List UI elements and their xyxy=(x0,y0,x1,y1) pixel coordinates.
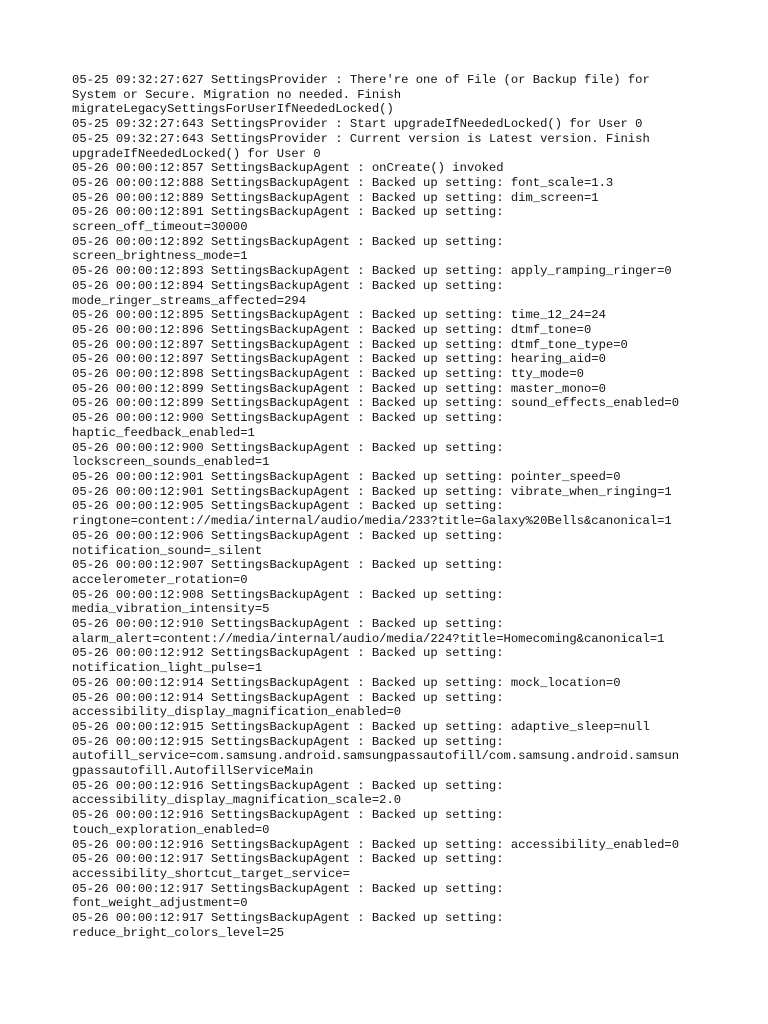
log-line: 05-26 00:00:12:897 SettingsBackupAgent : Backed up setting: hearing_aid=0 xyxy=(72,352,606,367)
log-line: 05-25 09:32:27:643 SettingsProvider : Current version is Latest version. Finish xyxy=(72,131,650,146)
log-line: touch_exploration_enabled=0 xyxy=(72,822,270,837)
log-line: font_weight_adjustment=0 xyxy=(72,896,248,911)
log-line: 05-26 00:00:12:916 SettingsBackupAgent : Backed up setting: xyxy=(72,778,504,793)
log-line: alarm_alert=content://media/internal/audio/media/224?title=Homecoming&canonical=1 xyxy=(72,631,665,646)
log-line: 05-26 00:00:12:917 SettingsBackupAgent : Backed up setting: xyxy=(72,881,504,896)
log-line: screen_off_timeout=30000 xyxy=(72,220,248,235)
log-line: 05-26 00:00:12:901 SettingsBackupAgent : Backed up setting: pointer_speed=0 xyxy=(72,469,621,484)
log-line: ringtone=content://media/internal/audio/media/233?title=Galaxy%20Bells&canonical=1 xyxy=(72,514,672,529)
log-line: 05-26 00:00:12:917 SettingsBackupAgent : Backed up setting: xyxy=(72,911,504,926)
log-line: screen_brightness_mode=1 xyxy=(72,249,248,264)
log-line: mode_ringer_streams_affected=294 xyxy=(72,293,307,308)
log-line: 05-26 00:00:12:898 SettingsBackupAgent : Backed up setting: tty_mode=0 xyxy=(72,367,584,382)
log-line: 05-26 00:00:12:915 SettingsBackupAgent : Backed up setting: adaptive_sleep=null xyxy=(72,719,650,734)
log-line: 05-26 00:00:12:917 SettingsBackupAgent : Backed up setting: xyxy=(72,852,504,867)
log-line: 05-26 00:00:12:916 SettingsBackupAgent : Backed up setting: xyxy=(72,808,504,823)
log-line: notification_sound=_silent xyxy=(72,543,263,558)
log-line: accessibility_display_magnification_scale=2.0 xyxy=(72,793,402,808)
log-line: media_vibration_intensity=5 xyxy=(72,602,270,617)
log-line: 05-26 00:00:12:905 SettingsBackupAgent : Backed up setting: xyxy=(72,499,504,514)
log-line: 05-26 00:00:12:894 SettingsBackupAgent : Backed up setting: xyxy=(72,278,504,293)
log-line: 05-26 00:00:12:912 SettingsBackupAgent : Backed up setting: xyxy=(72,646,504,661)
log-line: 05-26 00:00:12:857 SettingsBackupAgent : onCreate() invoked xyxy=(72,161,504,176)
log-line: 05-26 00:00:12:907 SettingsBackupAgent : Backed up setting: xyxy=(72,558,504,573)
log-line: 05-26 00:00:12:897 SettingsBackupAgent : Backed up setting: dtmf_tone_type=0 xyxy=(72,337,628,352)
log-line: 05-26 00:00:12:915 SettingsBackupAgent : Backed up setting: xyxy=(72,734,504,749)
log-line: accessibility_shortcut_target_service= xyxy=(72,866,350,881)
log-line: lockscreen_sounds_enabled=1 xyxy=(72,455,270,470)
log-line: 05-26 00:00:12:893 SettingsBackupAgent : Backed up setting: apply_ramping_ringer=0 xyxy=(72,264,672,279)
log-line: autofill_service=com.samsung.android.samsungpassautofill/com.samsung.android.samsun xyxy=(72,749,680,764)
log-line: 05-26 00:00:12:914 SettingsBackupAgent : Backed up setting: xyxy=(72,690,504,705)
log-line: gpassautofill.AutofillServiceMain xyxy=(72,764,314,779)
log-line: 05-26 00:00:12:900 SettingsBackupAgent : Backed up setting: xyxy=(72,411,504,426)
log-line: 05-25 09:32:27:627 SettingsProvider : There're one of File (or Backup file) for xyxy=(72,73,650,87)
log-line: 05-26 00:00:12:916 SettingsBackupAgent : Backed up setting: accessibility_enabled=0 xyxy=(72,837,680,852)
log-line: reduce_bright_colors_level=25 xyxy=(72,925,285,940)
log-line: System or Secure. Migration no needed. Finish xyxy=(72,87,402,102)
log-line: 05-26 00:00:12:896 SettingsBackupAgent : Backed up setting: dtmf_tone=0 xyxy=(72,322,592,337)
log-line: 05-26 00:00:12:888 SettingsBackupAgent : Backed up setting: font_scale=1.3 xyxy=(72,175,614,190)
log-line: 05-26 00:00:12:900 SettingsBackupAgent : Backed up setting: xyxy=(72,440,504,455)
log-line: 05-26 00:00:12:908 SettingsBackupAgent : Backed up setting: xyxy=(72,587,504,602)
log-line: 05-26 00:00:12:910 SettingsBackupAgent : Backed up setting: xyxy=(72,617,504,632)
log-line: 05-26 00:00:12:891 SettingsBackupAgent : Backed up setting: xyxy=(72,205,504,220)
log-document xyxy=(72,73,702,940)
log-line: migrateLegacySettingsForUserIfNeededLocked() xyxy=(72,102,394,117)
log-line: 05-26 00:00:12:901 SettingsBackupAgent : Backed up setting: vibrate_when_ringing=1 xyxy=(72,484,672,499)
log-line: 05-25 09:32:27:643 SettingsProvider : Start upgradeIfNeededLocked() for User 0 xyxy=(72,117,643,132)
log-line: haptic_feedback_enabled=1 xyxy=(72,425,255,440)
log-line: notification_light_pulse=1 xyxy=(72,661,263,676)
log-line: 05-26 00:00:12:892 SettingsBackupAgent : Backed up setting: xyxy=(72,234,504,249)
log-line: 05-26 00:00:12:906 SettingsBackupAgent : Backed up setting: xyxy=(72,528,504,543)
log-line: 05-26 00:00:12:914 SettingsBackupAgent : Backed up setting: mock_location=0 xyxy=(72,675,621,690)
log-line: 05-26 00:00:12:899 SettingsBackupAgent : Backed up setting: sound_effects_enabled=0 xyxy=(72,396,680,411)
log-line: accessibility_display_magnification_enabled=0 xyxy=(72,705,402,720)
log-line: 05-26 00:00:12:899 SettingsBackupAgent : Backed up setting: master_mono=0 xyxy=(72,381,606,396)
log-line: accelerometer_rotation=0 xyxy=(72,572,248,587)
log-line: 05-26 00:00:12:895 SettingsBackupAgent : Backed up setting: time_12_24=24 xyxy=(72,308,606,323)
log-line: upgradeIfNeededLocked() for User 0 xyxy=(72,146,321,161)
log-line: 05-26 00:00:12:889 SettingsBackupAgent : Backed up setting: dim_screen=1 xyxy=(72,190,599,205)
